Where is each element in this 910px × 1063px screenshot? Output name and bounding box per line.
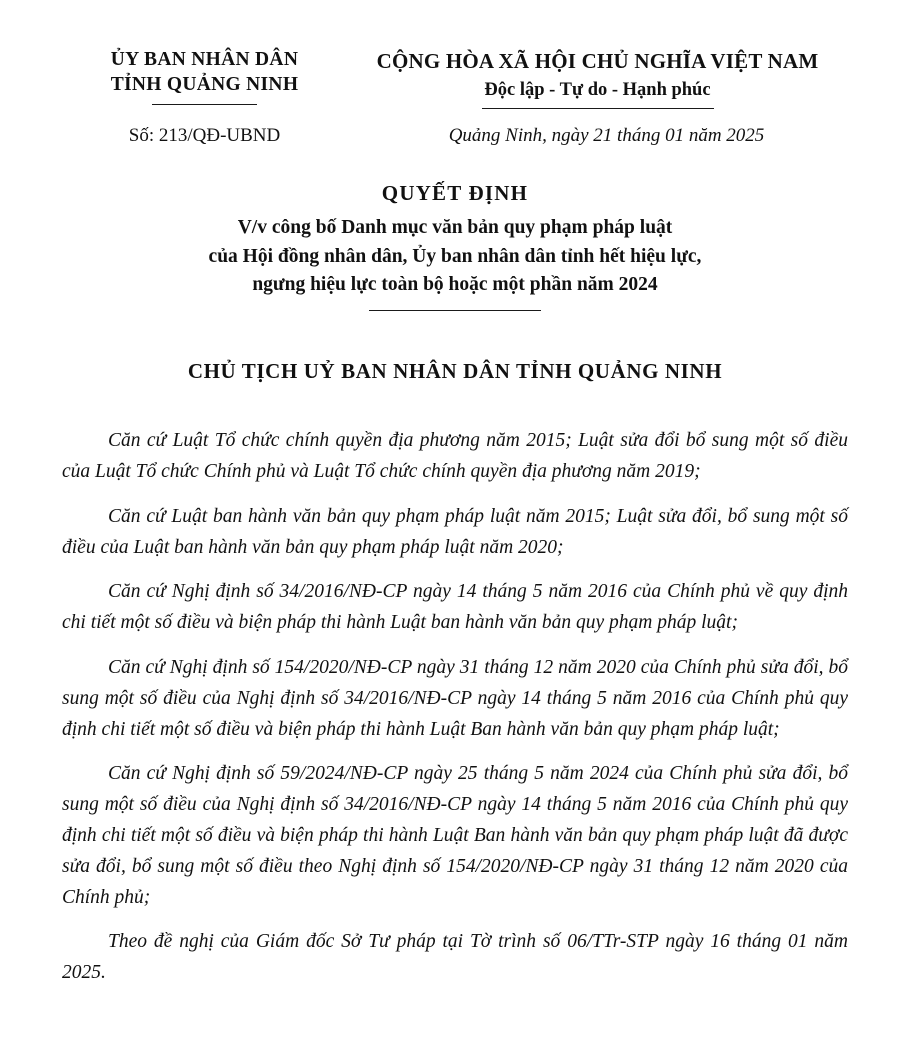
body-paragraph: Căn cứ Nghị định số 154/2020/NĐ-CP ngày 31 tháng 12 năm 2020 của Chính phủ sửa đổi, bổ sung một số điều của Nghị định số 34/2016/NĐ-CP ngày 14 tháng 5 năm 2016 của Chính phủ quy định chi tiết một số điều và biện pháp thi hành Luật Ban hành văn bản quy phạm pháp luật;	[62, 656, 848, 740]
document-header	[62, 34, 848, 109]
document-number: Số: 213/QĐ-UBND	[128, 125, 281, 147]
document-subject-line-2: của Hội đồng nhân dân, Ủy ban nhân dân tỉnh hết hiệu lực,	[208, 245, 702, 267]
national-name: CỘNG HÒA XÃ HỘI CHỦ NGHĨA VIỆT NAM	[376, 49, 819, 73]
body-paragraph: Căn cứ Nghị định số 34/2016/NĐ-CP ngày 14 tháng 5 năm 2016 của Chính phủ về quy định chi tiết một số điều và biện pháp thi hành Luật ban hành văn bản quy phạm pháp luật;	[62, 581, 848, 634]
place-and-date: Quảng Ninh, ngày 21 tháng 01 năm 2025	[448, 125, 765, 147]
national-heading-block	[347, 34, 848, 109]
header-divider-left	[152, 104, 257, 105]
body-paragraph: Căn cứ Nghị định số 59/2024/NĐ-CP ngày 25 tháng 5 năm 2024 của Chính phủ sửa đổi, bổ sung một số điều của Nghị định số 34/2016/NĐ-CP ngày 14 tháng 5 năm 2016 của Chính phủ quy định chi tiết một số điều và biện pháp thi hành Luật Ban hành văn bản quy phạm pháp luật đã được sửa đổi, bổ sung một số điều theo Nghị định số 154/2020/NĐ-CP ngày 31 tháng 12 năm 2020 của Chính phủ;	[62, 763, 848, 908]
issuing-authority-block	[62, 34, 347, 105]
header-divider-right	[482, 108, 714, 109]
body-paragraph: Căn cứ Luật ban hành văn bản quy phạm pháp luật năm 2015; Luật sửa đổi, bổ sung một số điều của Luật ban hành văn bản quy phạm pháp luật năm 2020;	[62, 505, 848, 558]
body-paragraph: Theo đề nghị của Giám đốc Sở Tư pháp tại Tờ trình số 06/TTr-STP ngày 16 tháng 01 năm 2025.	[62, 931, 848, 984]
document-subheader	[62, 125, 848, 147]
issuing-authority-line-2: TỈNH QUẢNG NINH	[110, 73, 299, 95]
issuing-officer-title: CHỦ TỊCH UỶ BAN NHÂN DÂN TỈNH QUẢNG NINH	[187, 359, 723, 384]
document-title-block	[62, 181, 848, 311]
document-subject-line-1: V/v công bố Danh mục văn bản quy phạm pháp luật	[237, 217, 673, 239]
national-motto: Độc lập - Tự do - Hạnh phúc	[484, 80, 711, 101]
document-body	[62, 426, 848, 989]
issuing-authority-line-1: ỦY BAN NHÂN DÂN	[110, 49, 299, 70]
body-paragraph: Căn cứ Luật Tổ chức chính quyền địa phương năm 2015; Luật sửa đổi bổ sung một số điều của Luật Tổ chức Chính phủ và Luật Tổ chức chính quyền địa phương năm 2019;	[62, 430, 848, 482]
document-type: QUYẾT ĐỊNH	[381, 181, 529, 206]
document-subject-line-3: ngưng hiệu lực toàn bộ hoặc một phần năm 2024	[252, 273, 658, 295]
title-divider	[369, 310, 541, 311]
